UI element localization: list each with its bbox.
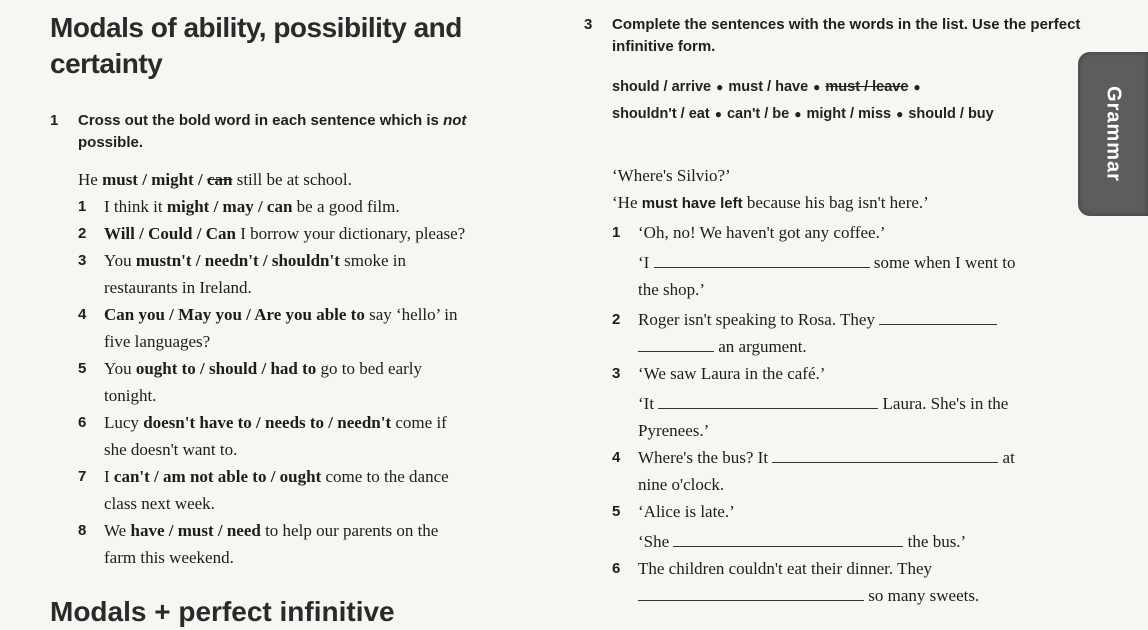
item-options[interactable]: have / must / need bbox=[130, 521, 261, 540]
exercise-item bbox=[78, 193, 538, 220]
exercise-item bbox=[78, 301, 538, 328]
exercise-item bbox=[78, 220, 538, 247]
item-text bbox=[104, 463, 449, 490]
item-number: 2 bbox=[612, 311, 621, 328]
item-options[interactable]: can't / am not able to / ought bbox=[113, 467, 322, 486]
bullet: ● bbox=[896, 107, 904, 121]
exercise-1-body bbox=[78, 166, 538, 193]
item-text bbox=[104, 247, 406, 274]
item-text-pre: We bbox=[104, 521, 131, 540]
item-text: Roger isn't speaking to Rosa. They bbox=[638, 310, 880, 329]
item-text: ‘It bbox=[638, 394, 659, 413]
example-sentence bbox=[78, 166, 538, 193]
grammar-tab-label: Grammar bbox=[1102, 86, 1125, 182]
exercise-item bbox=[78, 247, 538, 274]
item-text bbox=[104, 193, 400, 220]
item-number: 5 bbox=[612, 503, 621, 520]
item-continuation: five languages? bbox=[104, 332, 211, 351]
word-list-line bbox=[612, 74, 1072, 101]
exercise-number: 1 bbox=[50, 112, 59, 129]
item-number: 5 bbox=[78, 360, 87, 377]
exercise-item bbox=[78, 409, 538, 436]
item-number: 4 bbox=[612, 449, 621, 466]
item-text: the bus.’ bbox=[903, 532, 967, 551]
word-list bbox=[612, 74, 1072, 128]
item-continuation: class next week. bbox=[104, 494, 215, 513]
item-text: ‘I bbox=[638, 253, 654, 272]
example-option: might bbox=[151, 170, 194, 189]
item-5-line-2 bbox=[638, 528, 966, 555]
item-text: The children couldn't eat their dinner. They bbox=[638, 559, 933, 578]
word-option: shouldn't / eat bbox=[612, 106, 710, 122]
example-question: ‘Where's Silvio?’ bbox=[612, 166, 731, 185]
option-separator: / bbox=[137, 170, 152, 189]
item-text: at bbox=[998, 448, 1015, 467]
item-number: 2 bbox=[78, 225, 87, 242]
item-continuation: restaurants in Ireland. bbox=[104, 278, 252, 297]
item-6-line-2 bbox=[638, 582, 979, 609]
item-number: 6 bbox=[78, 414, 87, 431]
item-text bbox=[104, 409, 447, 436]
item-text: some when I went to bbox=[869, 253, 1016, 272]
example-option: must bbox=[102, 170, 138, 189]
item-text: Where's the bus? It bbox=[638, 448, 773, 467]
exercise-item bbox=[78, 463, 538, 490]
item-options[interactable]: Will / Could / Can bbox=[104, 224, 236, 243]
item-text-post: be a good film. bbox=[292, 197, 400, 216]
example-answer-pre: ‘He bbox=[612, 193, 642, 212]
instruction-text-end: possible. bbox=[78, 134, 144, 151]
option-separator: / bbox=[193, 170, 207, 189]
item-text-post: say ‘hello’ in bbox=[364, 305, 458, 324]
example-crossed-option: can bbox=[206, 170, 233, 189]
item-text-pre: You bbox=[104, 359, 136, 378]
item-text-post: go to bed early bbox=[316, 359, 423, 378]
instruction-text: Cross out the bold word in each sentence which is bbox=[78, 112, 444, 129]
answer-blank[interactable] bbox=[879, 306, 997, 325]
item-number: 7 bbox=[78, 468, 87, 485]
item-text bbox=[104, 355, 422, 382]
item-text-pre: You bbox=[104, 251, 136, 270]
item-options[interactable]: mustn't / needn't / shouldn't bbox=[135, 251, 340, 270]
item-number: 6 bbox=[612, 560, 621, 577]
bullet: ● bbox=[716, 80, 724, 94]
item-text bbox=[104, 517, 438, 544]
bullet: ● bbox=[913, 80, 921, 94]
section-title: Modals + perfect infinitive bbox=[50, 596, 395, 627]
item-text-post: smoke in bbox=[339, 251, 406, 270]
example-post: still be at school. bbox=[232, 170, 352, 189]
item-3-line-2 bbox=[638, 390, 1008, 417]
item-options[interactable]: doesn't have to / needs to / needn't bbox=[143, 413, 392, 432]
example-answer bbox=[612, 189, 929, 217]
word-option: should / arrive bbox=[612, 79, 712, 95]
bullet: ● bbox=[794, 107, 802, 121]
item-text bbox=[104, 220, 465, 247]
word-list-line bbox=[612, 101, 1072, 128]
item-number: 1 bbox=[78, 198, 87, 215]
exercise-item bbox=[78, 517, 538, 544]
example-pre: He bbox=[78, 170, 103, 189]
item-number: 3 bbox=[612, 365, 621, 382]
item-1-line-3: the shop.’ bbox=[638, 280, 706, 299]
item-continuation: farm this weekend. bbox=[104, 548, 234, 567]
item-options[interactable]: Can you / May you / Are you able to bbox=[104, 305, 365, 324]
example-answer-post: because his bag isn't here.’ bbox=[742, 193, 929, 212]
answer-blank[interactable] bbox=[658, 390, 878, 409]
item-text: ‘She bbox=[638, 532, 674, 551]
item-continuation: tonight. bbox=[104, 386, 157, 405]
item-options[interactable]: ought to / should / had to bbox=[135, 359, 317, 378]
item-text: Laura. She's in the bbox=[878, 394, 1009, 413]
item-text: ‘Oh, no! We haven't got any coffee.’ bbox=[638, 223, 886, 242]
item-text-post: I borrow your dictionary, please? bbox=[235, 224, 466, 243]
handwritten-answer: must have left bbox=[641, 195, 743, 212]
item-number: 3 bbox=[78, 252, 87, 269]
instruction-emphasis: not bbox=[443, 112, 467, 129]
item-text: an argument. bbox=[714, 337, 807, 356]
item-continuation: she doesn't want to. bbox=[104, 440, 238, 459]
item-3-line-3: Pyrenees.’ bbox=[638, 421, 710, 440]
item-1-line-2 bbox=[638, 249, 1015, 276]
page-title: Modals of ability, possibility and certainty bbox=[50, 12, 462, 79]
word-option: might / miss bbox=[806, 106, 892, 122]
item-text: so many sweets. bbox=[864, 586, 980, 605]
answer-blank[interactable] bbox=[673, 528, 903, 547]
exercise-item bbox=[78, 355, 538, 382]
grammar-section-tab[interactable] bbox=[1078, 52, 1148, 216]
answer-blank[interactable] bbox=[638, 582, 864, 601]
item-4-line-2: nine o'clock. bbox=[638, 475, 725, 494]
item-text-post: come to the dance bbox=[321, 467, 449, 486]
answer-blank[interactable] bbox=[654, 249, 870, 268]
item-text bbox=[104, 301, 458, 328]
instruction-text: Complete the sentences with the words in the list. Use the perfect infinitive form. bbox=[612, 16, 1081, 55]
bullet: ● bbox=[813, 80, 821, 94]
item-text: ‘Alice is late.’ bbox=[638, 502, 735, 521]
item-text-pre: I think it bbox=[104, 197, 167, 216]
item-text-post: to help our parents on the bbox=[260, 521, 439, 540]
item-number: 4 bbox=[78, 306, 87, 323]
word-option: can't / be bbox=[726, 106, 790, 122]
word-option-used: must / leave bbox=[825, 79, 909, 95]
word-option: must / have bbox=[728, 79, 809, 95]
item-number: 1 bbox=[612, 224, 621, 241]
word-option: should / buy bbox=[908, 106, 994, 122]
bullet: ● bbox=[714, 107, 722, 121]
item-text-pre: I bbox=[104, 467, 114, 486]
item-options[interactable]: might / may / can bbox=[166, 197, 293, 216]
item-2-line-2 bbox=[638, 333, 807, 360]
item-text: ‘We saw Laura in the café.’ bbox=[638, 364, 826, 383]
answer-blank[interactable] bbox=[638, 333, 714, 352]
exercise-number: 3 bbox=[584, 16, 593, 33]
item-text-post: come if bbox=[391, 413, 447, 432]
item-text-pre: Lucy bbox=[104, 413, 144, 432]
item-number: 8 bbox=[78, 522, 87, 539]
answer-blank[interactable] bbox=[772, 444, 998, 463]
